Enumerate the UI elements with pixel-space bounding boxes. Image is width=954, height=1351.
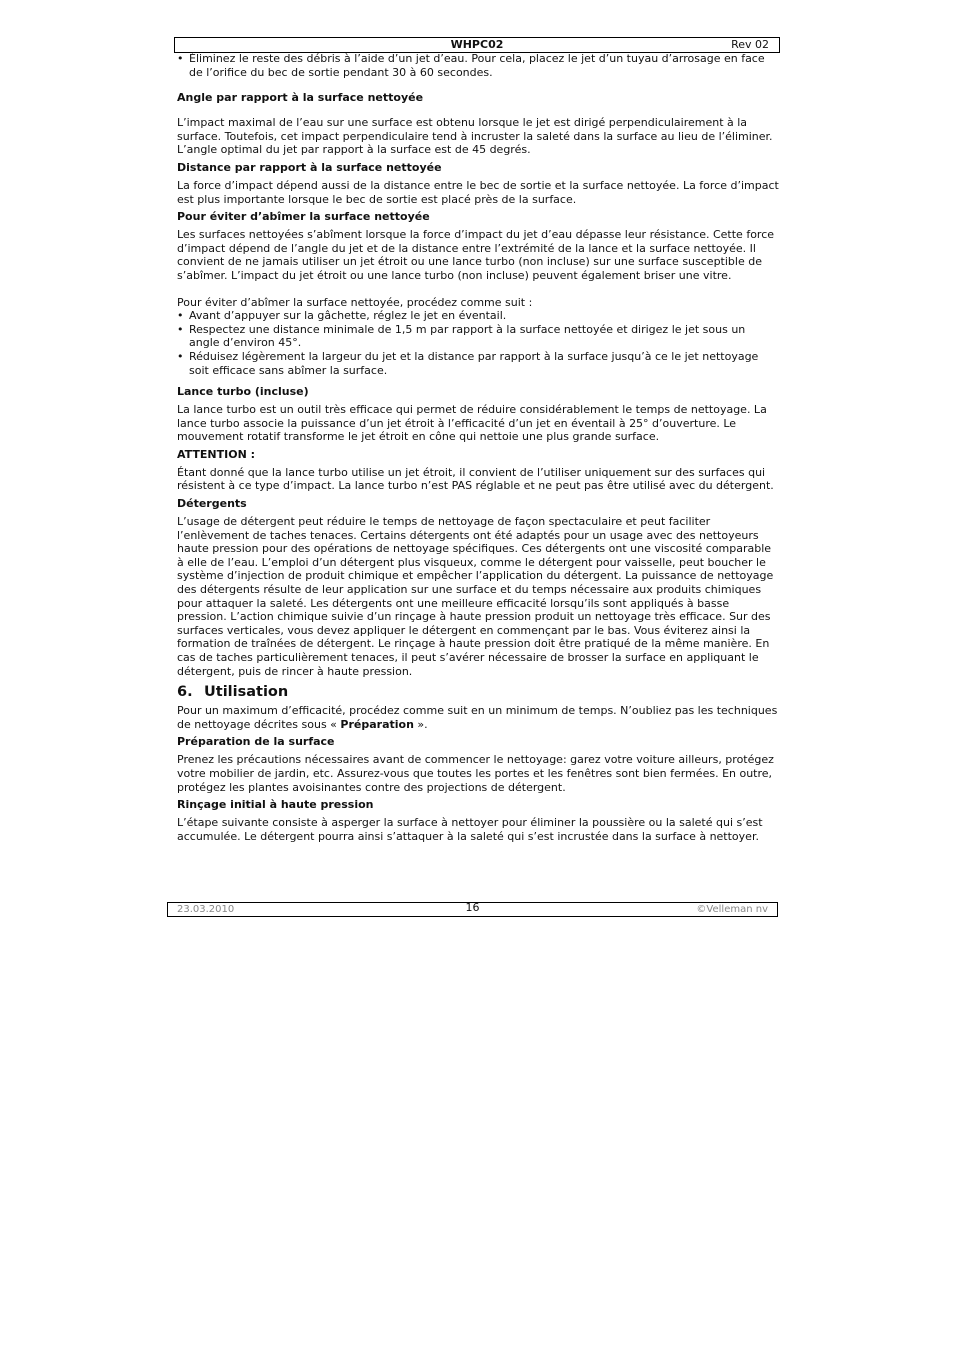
section-text-angle: L’impact maximal de l’eau sur une surface est obtenu lorsque le jet est dirigé perpendiculairement à la surface. Toutefois, cet impact perpendiculaire tend à incruster la saleté dans la surface au lieu de l’éliminer. L’angle optimal du jet par rapport à la surface est de 45 degrés.: [177, 116, 773, 157]
page-footer: [167, 902, 778, 917]
chapter-intro-bold: Préparation: [340, 717, 414, 731]
chapter-heading: [177, 683, 779, 701]
damage-lead: Pour éviter d’abîmer la surface nettoyée, procédez comme suit :: [177, 295, 533, 309]
chapter-intro-after: ».: [413, 717, 428, 731]
section-title-detergents: Détergents: [177, 497, 247, 511]
page-header: [174, 37, 780, 53]
section-text-distance: La force d’impact dépend aussi de la distance entre le bec de sortie et la surface nettoyée. La force d’impact est plus importante lorsque le bec de sortie est placé près de la surface.: [177, 178, 779, 206]
section-title-rinse: Rinçage initial à haute pression: [177, 798, 374, 812]
page-content: [177, 52, 779, 843]
chapter-intro: [177, 704, 779, 731]
section-text-damage: Les surfaces nettoyées s’abîment lorsque la force d’impact du jet d’eau dépasse leur résistance. Cette force d’impact dépend de l’angle du jet et de la distance entre l’extrémité de la lance et la surface nettoyée. Il convient de ne jamais utiliser un jet étroit ou une lance turbo (non incluse) sur une surface susceptible de s’abîmer. L’impact du jet étroit ou une lance turbo (non incluse) peuvent également briser une vitre.: [177, 228, 775, 282]
chapter-title: Utilisation: [204, 684, 289, 701]
section-title-distance: Distance par rapport à la surface nettoyée: [177, 160, 442, 174]
footer-copyright: ©Velleman nv: [696, 904, 768, 915]
section-title-attention: ATTENTION :: [177, 447, 256, 461]
revision-label: Rev 02: [731, 38, 769, 51]
list-item: • Éliminez le reste des débris à l’aide d’un jet d’eau. Pour cela, placez le jet d’un tuyau d’arrosage en face de l’orifice du bec de sortie pendant 30 à 60 secondes.: [177, 52, 779, 79]
page-number: 16: [465, 901, 480, 914]
section-title-turbo: Lance turbo (incluse): [177, 385, 309, 399]
chapter-intro-before: Pour un maximum d’efficacité, procédez comme suit en un minimum de temps. N’oubliez pas les techniques de nettoyage décrites sous «: [177, 704, 778, 731]
section-title-damage: Pour éviter d’abîmer la surface nettoyée: [177, 210, 430, 224]
section-text-attention: Étant donné que la lance turbo utilise un jet étroit, il convient de l’utiliser uniquement sur des surfaces qui résistent à ce type d’impact. La lance turbo n’est PAS réglable et ne peut pas être utilisé avec du détergent.: [177, 465, 774, 493]
section-text-detergents: L’usage de détergent peut réduire le temps de nettoyage de façon spectaculaire et peut faciliter l’enlèvement de taches tenaces. Certains détergents ont été adaptés pour un usage avec des nettoyeurs haute pression pour des opérations de nettoyage spécifiques. Ces détergents ont une viscosité comparable à elle de l’eau. L’emploi d’un détergent plus visqueux, comme le détergent pour vaisselle, peut boucher le système d’injection de produit chimique et empêcher l’application du détergent. La puissance de nettoyage des détergents résulte de leur application sur une surface et du temps nécessaire aux produits chimiques pour attaquer la saleté. Les détergents ont une meilleure efficacité lorsqu’ils sont appliqués à basse pression. L’action chimique suivie d’un rinçage à haute pression produit un nettoyage très efficace. Sur des surfaces verticales, vous devez appliquer le détergent en commençant par le bas. Vous éviterez ainsi la formation de traînées de détergent. Le rinçage à haute pression doit être pratiqué de la même manière. En cas de taches particulièrement tenaces, il peut s’avérer nécessaire de brosser la surface en appliquant le détergent, puis de rincer à haute pression.: [177, 515, 774, 678]
model-number: WHPC02: [450, 38, 504, 51]
damage-bullet-list: [177, 309, 779, 377]
list-item: • Avant d’appuyer sur la gâchette, réglez le jet en éventail.: [177, 309, 779, 323]
chapter-number: 6.: [177, 684, 193, 701]
list-item: • Réduisez légèrement la largeur du jet et la distance par rapport à la surface jusqu’à ce le jet nettoyage soit efficace sans abîmer la surface.: [177, 350, 779, 377]
section-title-prep: Préparation de la surface: [177, 735, 335, 749]
section-title-angle: Angle par rapport à la surface nettoyée: [177, 91, 424, 105]
list-item: • Respectez une distance minimale de 1,5 m par rapport à la surface nettoyée et dirigez le jet sous un angle d’environ 45°.: [177, 323, 779, 350]
section-text-turbo: La lance turbo est un outil très efficace qui permet de réduire considérablement le temps de nettoyage. La lance turbo associe la puissance d’un jet étroit à l’efficacité d’un jet en éventail à 25° d’ouverture. Le mouvement rotatif transforme le jet étroit en cône qui nettoie une plus grande surface.: [177, 403, 767, 444]
footer-date: 23.03.2010: [177, 904, 235, 915]
intro-bullet-list: [177, 52, 779, 79]
section-text-rinse: L’étape suivante consiste à asperger la surface à nettoyer pour éliminer la poussière ou la saleté qui s’est accumulée. Le détergent pourra ainsi s’attaquer à la saleté qui s’est incrustée dans la surface à nettoyer.: [177, 816, 763, 843]
section-text-prep: Prenez les précautions nécessaires avant de commencer le nettoyage: garez votre voiture ailleurs, protégez votre mobilier de jardin, etc. Assurez-vous que toutes les portes et les fenêtres sont bien fermées. En outre, protégez les plantes avoisinantes contre des projections de détergent.: [177, 753, 774, 794]
